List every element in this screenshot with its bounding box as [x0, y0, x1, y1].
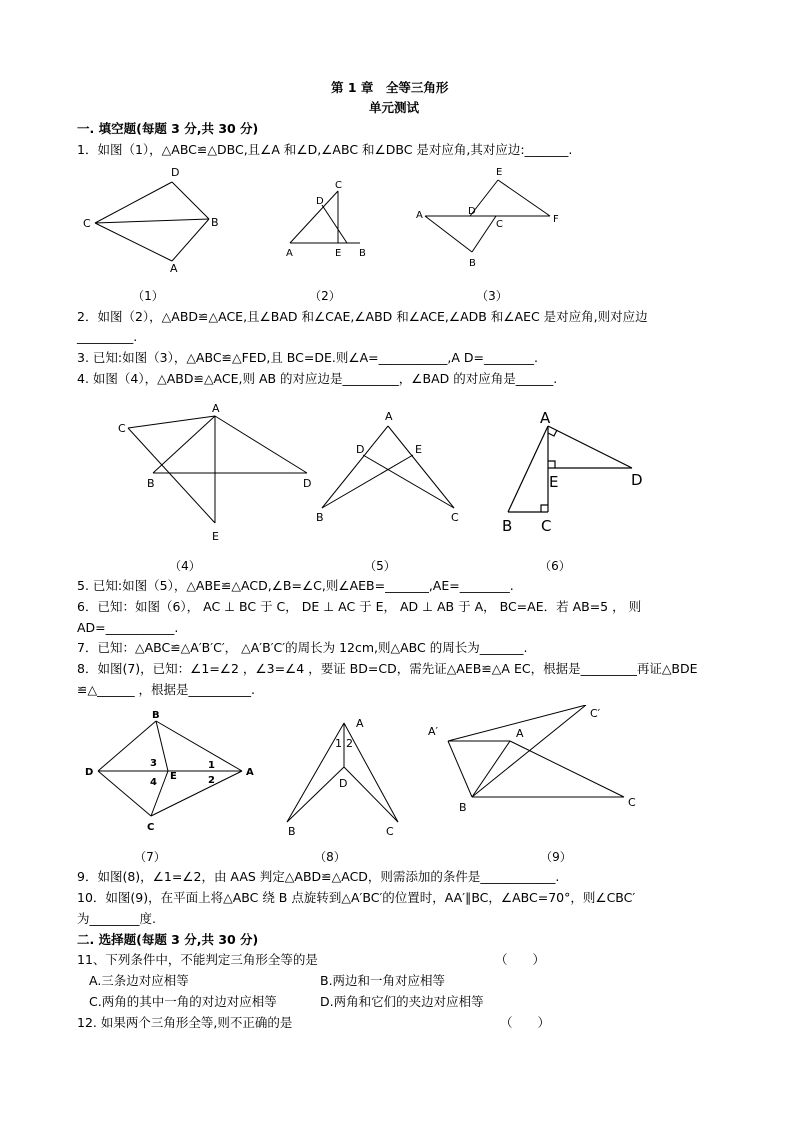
fig3-label-d: D — [468, 206, 476, 217]
question-11-option-a: A.三条边对应相等 — [89, 973, 189, 988]
figure-2 — [290, 191, 360, 243]
question-7: 7．已知：△ABC≌△A′B′C′， △A′B′C′的周长为 12cm,则△ABC 的周长为_______. — [77, 640, 528, 655]
caption-fig-2: （2） — [309, 289, 341, 303]
fig7-label-b: B — [152, 710, 160, 721]
figure-7 — [98, 721, 242, 816]
fig7-label-a: A — [246, 767, 254, 778]
figure-3 — [425, 180, 550, 252]
page-subtitle: 单元测试 — [369, 100, 420, 115]
fig8-angle-1: 1 — [335, 737, 342, 750]
figure-5 — [322, 426, 454, 508]
section-1-title: 一. 填空题(每题 3 分,共 30 分) — [77, 121, 259, 136]
fig3-label-b: B — [469, 258, 476, 269]
figures-row-2 — [0, 398, 794, 558]
fig5-label-c: C — [451, 511, 459, 524]
fig6-label-e: E — [549, 473, 559, 491]
question-12-answer-paren: （ ） — [500, 1015, 551, 1030]
fig1-label-c: C — [83, 217, 91, 230]
fig7-label-e: E — [170, 771, 177, 782]
question-4: 4. 如图（4），△ABD≌△ACE,则 AB 的对应边是_________，∠BAD 的对应角是______. — [77, 371, 558, 386]
fig7-angle-1: 1 — [208, 760, 215, 771]
fig6-label-a: A — [540, 409, 551, 427]
fig4-label-b: B — [147, 477, 155, 490]
fig2-label-b: B — [359, 248, 366, 259]
figure-4 — [128, 416, 307, 523]
fig4-label-d: D — [303, 477, 312, 490]
fig5-label-b: B — [316, 511, 324, 524]
fig7-label-d: D — [85, 767, 94, 778]
fig2-label-a: A — [286, 248, 293, 259]
question-5: 5. 已知:如图（5），△ABE≌△ACD,∠B=∠C,则∠AEB=_______,AE=________. — [77, 578, 514, 593]
fig3-label-f: F — [553, 214, 559, 225]
question-12: 12. 如果两个三角形全等,则不正确的是 — [77, 1015, 293, 1030]
fig9-label-c-prime: C′ — [590, 707, 601, 720]
fig1-label-a: A — [170, 262, 178, 275]
fig2-label-c: C — [335, 180, 342, 191]
caption-fig-6: （6） — [539, 559, 571, 573]
fig3-label-e: E — [496, 167, 503, 178]
fig8-angle-2: 2 — [346, 737, 353, 750]
caption-fig-8: （8） — [314, 850, 346, 864]
question-2-line-1: 2．如图（2），△ABD≌△ACE,且∠BAD 和∠CAE,∠ABD 和∠ACE,∠ADB 和∠AEC 是对应角,则对应边 — [77, 309, 648, 324]
figure-1 — [95, 182, 209, 261]
fig1-label-b: B — [211, 216, 219, 229]
fig7-angle-2: 2 — [208, 775, 215, 786]
fig9-label-c: C — [628, 796, 636, 809]
question-3: 3. 已知:如图（3），△ABC≌△FED,且 BC=DE.则∠A=___________,A D=________. — [77, 350, 538, 365]
question-11-option-b: B.两边和一角对应相等 — [320, 973, 446, 988]
caption-fig-1: （1） — [132, 289, 164, 303]
fig2-label-e: E — [335, 248, 342, 259]
fig3-label-a: A — [416, 210, 423, 221]
question-8-line-2: ≌△______ ，根据是__________. — [77, 682, 256, 697]
figure-8 — [287, 723, 398, 822]
fig4-label-e: E — [212, 530, 219, 543]
caption-fig-9: （9） — [540, 850, 572, 864]
fig5-label-a: A — [385, 410, 393, 423]
figure-6 — [508, 426, 632, 512]
caption-fig-7: （7） — [134, 850, 166, 864]
question-6-line-1: 6．已知：如图（6）， AC ⊥ BC 于 C， DE ⊥ AC 于 E， AD ⊥ AB 于 A， BC=AE．若 AB=5 ， 则 — [77, 599, 642, 614]
fig6-label-b: B — [502, 517, 513, 535]
section-2-title: 二. 选择题(每题 3 分,共 30 分) — [77, 932, 259, 947]
question-11-option-d: D.两角和它们的夹边对应相等 — [320, 994, 484, 1009]
caption-fig-3: （3） — [476, 289, 508, 303]
caption-fig-4: （4） — [169, 559, 201, 573]
figures-row-3 — [0, 705, 794, 845]
fig6-label-d: D — [631, 471, 643, 489]
caption-fig-5: （5） — [364, 559, 396, 573]
fig8-label-c: C — [386, 825, 394, 838]
fig4-label-a: A — [212, 402, 220, 415]
figures-row-1 — [0, 160, 794, 290]
fig7-angle-4: 4 — [150, 777, 157, 788]
question-10-line-2: 为________度. — [77, 911, 156, 926]
page-title: 第 1 章 全等三角形 — [331, 80, 449, 95]
fig7-angle-3: 3 — [150, 758, 157, 769]
fig9-label-a-prime: A′ — [428, 725, 439, 738]
question-1: 1．如图（1），△ABC≌△DBC,且∠A 和∠D,∠ABC 和∠DBC 是对应角,其对应边:_______. — [77, 142, 573, 157]
fig8-label-a: A — [356, 717, 364, 730]
question-8-line-1: 8．如图(7)，已知：∠1=∠2 ，∠3=∠4 ，要证 BD=CD，需先证△AEB≌△A EC，根据是_________再证△BDE — [77, 661, 698, 676]
question-11-answer-paren: （ ） — [495, 952, 546, 967]
fig9-label-b: B — [459, 801, 467, 814]
question-11: 11、下列条件中，不能判定三角形全等的是 — [77, 952, 318, 967]
question-6-line-2: AD=___________. — [77, 620, 179, 635]
fig9-label-a: A — [516, 727, 524, 740]
fig5-label-d: D — [356, 443, 365, 456]
fig2-label-d: D — [316, 196, 324, 207]
fig8-label-b: B — [288, 825, 296, 838]
question-9: 9．如图(8)，∠1=∠2，由 AAS 判定△ABD≌△ACD，则需添加的条件是____________. — [77, 869, 560, 884]
question-10-line-1: 10．如图(9)，在平面上将△ABC 绕 B 点旋转到△A′BC′的位置时，AA′∥BC，∠ABC=70°，则∠CBC′ — [77, 890, 636, 905]
question-2-line-2: _________. — [77, 329, 138, 344]
fig8-label-d: D — [339, 777, 348, 790]
fig5-label-e: E — [415, 443, 422, 456]
question-11-option-c: C.两角的其中一角的对边对应相等 — [89, 994, 277, 1009]
fig4-label-c: C — [118, 422, 126, 435]
fig1-label-d: D — [171, 166, 180, 179]
fig7-label-c: C — [147, 822, 155, 833]
fig3-label-c: C — [496, 219, 503, 230]
fig6-label-c: C — [541, 517, 552, 535]
